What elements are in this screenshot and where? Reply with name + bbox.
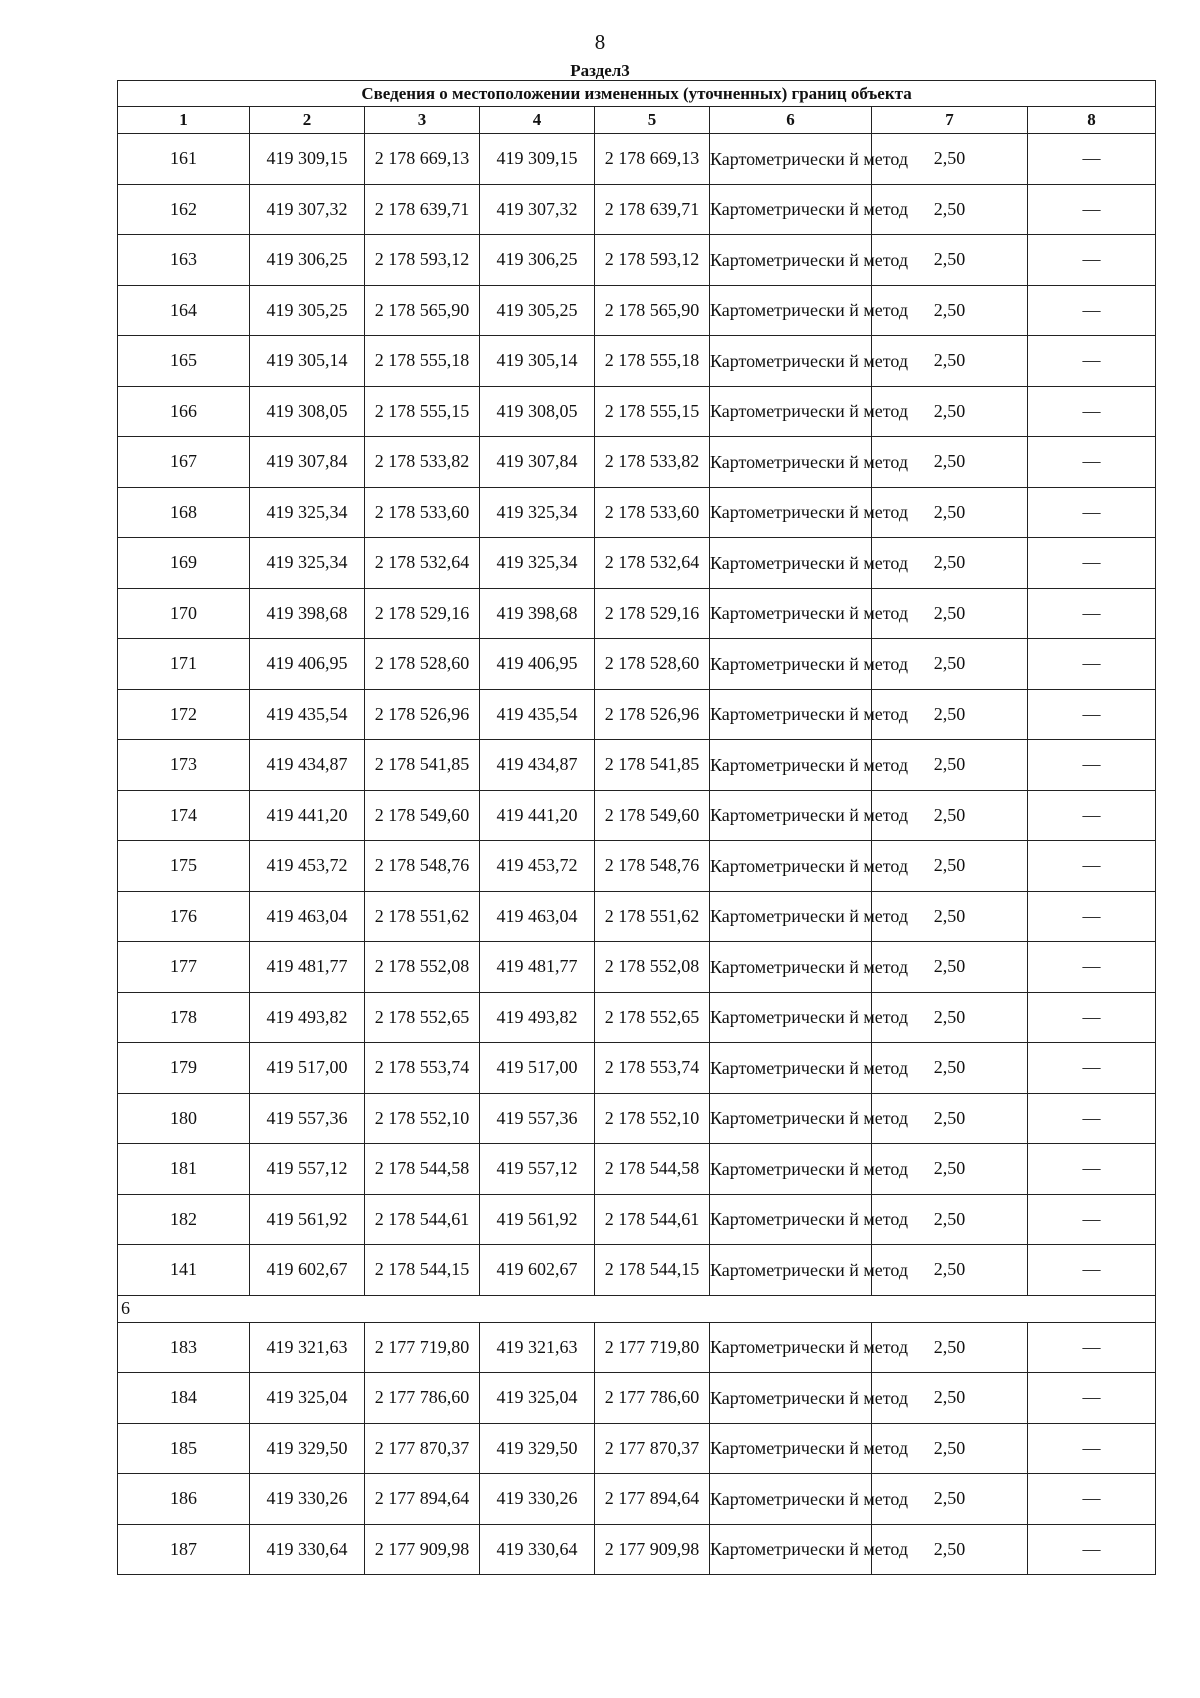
x-new-cell: 419 325,34 [480,538,595,589]
method-cell: Картометрически й метод [710,1524,872,1575]
x-existing-cell: 419 321,63 [250,1322,365,1373]
accuracy-cell: 2,50 [872,134,1028,185]
x-new-cell: 419 325,34 [480,487,595,538]
point-number-cell: 164 [118,285,250,336]
point-number-cell: 165 [118,336,250,387]
column-header: 5 [595,107,710,134]
method-cell: Картометрически й метод [710,336,872,387]
table-row [118,689,1156,740]
y-new-cell: 2 178 552,65 [595,992,710,1043]
y-new-cell: 2 178 529,16 [595,588,710,639]
table-row [118,992,1156,1043]
y-new-cell: 2 178 553,74 [595,1043,710,1094]
method-cell: Картометрически й метод [710,1194,872,1245]
description-cell: — [1028,1194,1156,1245]
column-header: 1 [118,107,250,134]
method-cell: Картометрически й метод [710,1423,872,1474]
y-new-cell: 2 178 533,60 [595,487,710,538]
accuracy-cell: 2,50 [872,487,1028,538]
x-new-cell: 419 308,05 [480,386,595,437]
x-existing-cell: 419 557,36 [250,1093,365,1144]
description-cell: — [1028,235,1156,286]
group-label: 6 [118,1295,1156,1322]
y-existing-cell: 2 177 909,98 [365,1524,480,1575]
accuracy-cell: 2,50 [872,1373,1028,1424]
x-existing-cell: 419 329,50 [250,1423,365,1474]
y-existing-cell: 2 178 552,08 [365,942,480,993]
table-row [118,1144,1156,1195]
method-cell: Картометрически й метод [710,487,872,538]
y-new-cell: 2 178 552,10 [595,1093,710,1144]
table-row [118,538,1156,589]
point-number-cell: 184 [118,1373,250,1424]
description-cell: — [1028,891,1156,942]
y-new-cell: 2 178 555,18 [595,336,710,387]
y-existing-cell: 2 177 786,60 [365,1373,480,1424]
x-new-cell: 419 557,12 [480,1144,595,1195]
accuracy-cell: 2,50 [872,689,1028,740]
y-new-cell: 2 177 786,60 [595,1373,710,1424]
description-cell: — [1028,1423,1156,1474]
accuracy-cell: 2,50 [872,841,1028,892]
section-title: Раздел3 [570,61,630,80]
y-existing-cell: 2 178 528,60 [365,639,480,690]
method-cell: Картометрически й метод [710,1373,872,1424]
y-new-cell: 2 178 551,62 [595,891,710,942]
x-new-cell: 419 557,36 [480,1093,595,1144]
point-number-cell: 187 [118,1524,250,1575]
column-header: 2 [250,107,365,134]
method-cell: Картометрически й метод [710,1245,872,1296]
method-cell: Картометрически й метод [710,689,872,740]
y-existing-cell: 2 178 532,64 [365,538,480,589]
table-row [118,891,1156,942]
description-cell: — [1028,134,1156,185]
accuracy-cell: 2,50 [872,588,1028,639]
x-new-cell: 419 325,04 [480,1373,595,1424]
point-number-cell: 177 [118,942,250,993]
y-existing-cell: 2 178 551,62 [365,891,480,942]
accuracy-cell: 2,50 [872,184,1028,235]
point-number-cell: 162 [118,184,250,235]
y-existing-cell: 2 178 541,85 [365,740,480,791]
x-existing-cell: 419 305,25 [250,285,365,336]
table-row [118,1093,1156,1144]
y-existing-cell: 2 178 553,74 [365,1043,480,1094]
y-new-cell: 2 178 544,61 [595,1194,710,1245]
y-existing-cell: 2 178 533,60 [365,487,480,538]
x-existing-cell: 419 305,14 [250,336,365,387]
description-cell: — [1028,285,1156,336]
point-number-cell: 173 [118,740,250,791]
y-existing-cell: 2 177 719,80 [365,1322,480,1373]
table-row [118,134,1156,185]
method-cell: Картометрически й метод [710,1474,872,1525]
point-number-cell: 180 [118,1093,250,1144]
x-new-cell: 419 307,32 [480,184,595,235]
point-number-cell: 171 [118,639,250,690]
method-cell: Картометрически й метод [710,588,872,639]
x-new-cell: 419 481,77 [480,942,595,993]
table-row [118,1043,1156,1094]
table-row [118,336,1156,387]
coordinates-table [117,80,1156,1575]
table-row [118,588,1156,639]
x-new-cell: 419 305,14 [480,336,595,387]
table-caption-row [118,81,1156,107]
point-number-cell: 183 [118,1322,250,1373]
accuracy-cell: 2,50 [872,1245,1028,1296]
description-cell: — [1028,1322,1156,1373]
group-row [118,1295,1156,1322]
y-existing-cell: 2 178 544,15 [365,1245,480,1296]
x-existing-cell: 419 330,64 [250,1524,365,1575]
description-cell: — [1028,1245,1156,1296]
accuracy-cell: 2,50 [872,1474,1028,1525]
point-number-cell: 174 [118,790,250,841]
accuracy-cell: 2,50 [872,740,1028,791]
method-cell: Картометрически й метод [710,134,872,185]
description-cell: — [1028,588,1156,639]
y-new-cell: 2 178 533,82 [595,437,710,488]
x-new-cell: 419 309,15 [480,134,595,185]
x-existing-cell: 419 398,68 [250,588,365,639]
column-header: 6 [710,107,872,134]
table-row [118,1194,1156,1245]
y-new-cell: 2 178 593,12 [595,235,710,286]
method-cell: Картометрически й метод [710,437,872,488]
x-existing-cell: 419 434,87 [250,740,365,791]
x-new-cell: 419 435,54 [480,689,595,740]
description-cell: — [1028,538,1156,589]
x-new-cell: 419 434,87 [480,740,595,791]
y-existing-cell: 2 178 669,13 [365,134,480,185]
x-new-cell: 419 330,26 [480,1474,595,1525]
y-new-cell: 2 178 548,76 [595,841,710,892]
y-existing-cell: 2 178 552,65 [365,992,480,1043]
y-new-cell: 2 178 555,15 [595,386,710,437]
table-row [118,437,1156,488]
x-existing-cell: 419 517,00 [250,1043,365,1094]
description-cell: — [1028,942,1156,993]
y-new-cell: 2 177 894,64 [595,1474,710,1525]
accuracy-cell: 2,50 [872,1043,1028,1094]
y-new-cell: 2 177 870,37 [595,1423,710,1474]
table-caption: Сведения о местоположении измененных (уточненных) границ объекта [118,81,1156,107]
x-new-cell: 419 305,25 [480,285,595,336]
method-cell: Картометрически й метод [710,1093,872,1144]
point-number-cell: 167 [118,437,250,488]
y-existing-cell: 2 178 533,82 [365,437,480,488]
y-existing-cell: 2 177 894,64 [365,1474,480,1525]
y-new-cell: 2 177 909,98 [595,1524,710,1575]
point-number-cell: 169 [118,538,250,589]
x-existing-cell: 419 602,67 [250,1245,365,1296]
table-row [118,1322,1156,1373]
y-new-cell: 2 178 552,08 [595,942,710,993]
y-existing-cell: 2 178 544,61 [365,1194,480,1245]
description-cell: — [1028,740,1156,791]
y-existing-cell: 2 178 555,18 [365,336,480,387]
x-existing-cell: 419 493,82 [250,992,365,1043]
y-new-cell: 2 178 565,90 [595,285,710,336]
method-cell: Картометрически й метод [710,942,872,993]
y-new-cell: 2 178 526,96 [595,689,710,740]
y-new-cell: 2 177 719,80 [595,1322,710,1373]
description-cell: — [1028,1144,1156,1195]
point-number-cell: 141 [118,1245,250,1296]
y-new-cell: 2 178 532,64 [595,538,710,589]
accuracy-cell: 2,50 [872,336,1028,387]
x-existing-cell: 419 325,34 [250,487,365,538]
table-row [118,487,1156,538]
table-row [118,639,1156,690]
table-row [118,1245,1156,1296]
x-existing-cell: 419 463,04 [250,891,365,942]
x-new-cell: 419 330,64 [480,1524,595,1575]
accuracy-cell: 2,50 [872,386,1028,437]
method-cell: Картометрически й метод [710,1322,872,1373]
x-new-cell: 419 493,82 [480,992,595,1043]
x-existing-cell: 419 309,15 [250,134,365,185]
y-existing-cell: 2 178 552,10 [365,1093,480,1144]
method-cell: Картометрически й метод [710,790,872,841]
x-new-cell: 419 306,25 [480,235,595,286]
accuracy-cell: 2,50 [872,1524,1028,1575]
x-existing-cell: 419 557,12 [250,1144,365,1195]
page-number: 8 [594,30,606,54]
description-cell: — [1028,487,1156,538]
x-existing-cell: 419 453,72 [250,841,365,892]
x-new-cell: 419 463,04 [480,891,595,942]
x-existing-cell: 419 308,05 [250,386,365,437]
description-cell: — [1028,336,1156,387]
description-cell: — [1028,992,1156,1043]
column-header: 7 [872,107,1028,134]
table-header-row [118,107,1156,134]
method-cell: Картометрически й метод [710,1144,872,1195]
method-cell: Картометрически й метод [710,740,872,791]
description-cell: — [1028,841,1156,892]
accuracy-cell: 2,50 [872,235,1028,286]
point-number-cell: 176 [118,891,250,942]
description-cell: — [1028,184,1156,235]
point-number-cell: 166 [118,386,250,437]
y-new-cell: 2 178 549,60 [595,790,710,841]
accuracy-cell: 2,50 [872,1194,1028,1245]
x-new-cell: 419 517,00 [480,1043,595,1094]
description-cell: — [1028,386,1156,437]
description-cell: — [1028,437,1156,488]
column-header: 8 [1028,107,1156,134]
y-existing-cell: 2 178 565,90 [365,285,480,336]
y-existing-cell: 2 178 548,76 [365,841,480,892]
x-existing-cell: 419 435,54 [250,689,365,740]
y-new-cell: 2 178 544,58 [595,1144,710,1195]
table-row [118,235,1156,286]
x-existing-cell: 419 307,84 [250,437,365,488]
column-header: 4 [480,107,595,134]
point-number-cell: 182 [118,1194,250,1245]
table-row [118,285,1156,336]
accuracy-cell: 2,50 [872,1423,1028,1474]
point-number-cell: 185 [118,1423,250,1474]
x-existing-cell: 419 406,95 [250,639,365,690]
accuracy-cell: 2,50 [872,790,1028,841]
x-existing-cell: 419 325,04 [250,1373,365,1424]
point-number-cell: 186 [118,1474,250,1525]
point-number-cell: 179 [118,1043,250,1094]
description-cell: — [1028,1524,1156,1575]
method-cell: Картометрически й метод [710,992,872,1043]
description-cell: — [1028,1043,1156,1094]
description-cell: — [1028,1093,1156,1144]
accuracy-cell: 2,50 [872,891,1028,942]
y-existing-cell: 2 178 555,15 [365,386,480,437]
table-row [118,740,1156,791]
table-row [118,1524,1156,1575]
x-new-cell: 419 441,20 [480,790,595,841]
x-existing-cell: 419 330,26 [250,1474,365,1525]
table-row [118,1373,1156,1424]
accuracy-cell: 2,50 [872,992,1028,1043]
point-number-cell: 161 [118,134,250,185]
point-number-cell: 181 [118,1144,250,1195]
y-new-cell: 2 178 541,85 [595,740,710,791]
table-row [118,790,1156,841]
x-new-cell: 419 329,50 [480,1423,595,1474]
x-existing-cell: 419 441,20 [250,790,365,841]
y-existing-cell: 2 178 639,71 [365,184,480,235]
x-existing-cell: 419 307,32 [250,184,365,235]
point-number-cell: 175 [118,841,250,892]
accuracy-cell: 2,50 [872,437,1028,488]
method-cell: Картометрически й метод [710,841,872,892]
y-new-cell: 2 178 544,15 [595,1245,710,1296]
x-new-cell: 419 307,84 [480,437,595,488]
x-existing-cell: 419 561,92 [250,1194,365,1245]
description-cell: — [1028,689,1156,740]
y-new-cell: 2 178 669,13 [595,134,710,185]
y-existing-cell: 2 178 549,60 [365,790,480,841]
x-new-cell: 419 561,92 [480,1194,595,1245]
table-row [118,841,1156,892]
accuracy-cell: 2,50 [872,285,1028,336]
column-header: 3 [365,107,480,134]
x-new-cell: 419 321,63 [480,1322,595,1373]
table-row [118,942,1156,993]
method-cell: Картометрически й метод [710,235,872,286]
x-existing-cell: 419 481,77 [250,942,365,993]
point-number-cell: 170 [118,588,250,639]
point-number-cell: 163 [118,235,250,286]
y-existing-cell: 2 178 529,16 [365,588,480,639]
x-new-cell: 419 453,72 [480,841,595,892]
x-existing-cell: 419 306,25 [250,235,365,286]
method-cell: Картометрически й метод [710,639,872,690]
accuracy-cell: 2,50 [872,1093,1028,1144]
y-new-cell: 2 178 528,60 [595,639,710,690]
point-number-cell: 168 [118,487,250,538]
table-row [118,1423,1156,1474]
x-new-cell: 419 602,67 [480,1245,595,1296]
description-cell: — [1028,639,1156,690]
y-existing-cell: 2 177 870,37 [365,1423,480,1474]
table-row [118,184,1156,235]
accuracy-cell: 2,50 [872,538,1028,589]
description-cell: — [1028,1474,1156,1525]
method-cell: Картометрически й метод [710,1043,872,1094]
y-existing-cell: 2 178 526,96 [365,689,480,740]
x-new-cell: 419 398,68 [480,588,595,639]
y-new-cell: 2 178 639,71 [595,184,710,235]
method-cell: Картометрически й метод [710,891,872,942]
table-row [118,1474,1156,1525]
method-cell: Картометрически й метод [710,386,872,437]
accuracy-cell: 2,50 [872,1322,1028,1373]
point-number-cell: 178 [118,992,250,1043]
point-number-cell: 172 [118,689,250,740]
method-cell: Картометрически й метод [710,184,872,235]
accuracy-cell: 2,50 [872,639,1028,690]
y-existing-cell: 2 178 544,58 [365,1144,480,1195]
x-existing-cell: 419 325,34 [250,538,365,589]
method-cell: Картометрически й метод [710,538,872,589]
method-cell: Картометрически й метод [710,285,872,336]
accuracy-cell: 2,50 [872,1144,1028,1195]
description-cell: — [1028,790,1156,841]
accuracy-cell: 2,50 [872,942,1028,993]
x-new-cell: 419 406,95 [480,639,595,690]
description-cell: — [1028,1373,1156,1424]
y-existing-cell: 2 178 593,12 [365,235,480,286]
table-row [118,386,1156,437]
